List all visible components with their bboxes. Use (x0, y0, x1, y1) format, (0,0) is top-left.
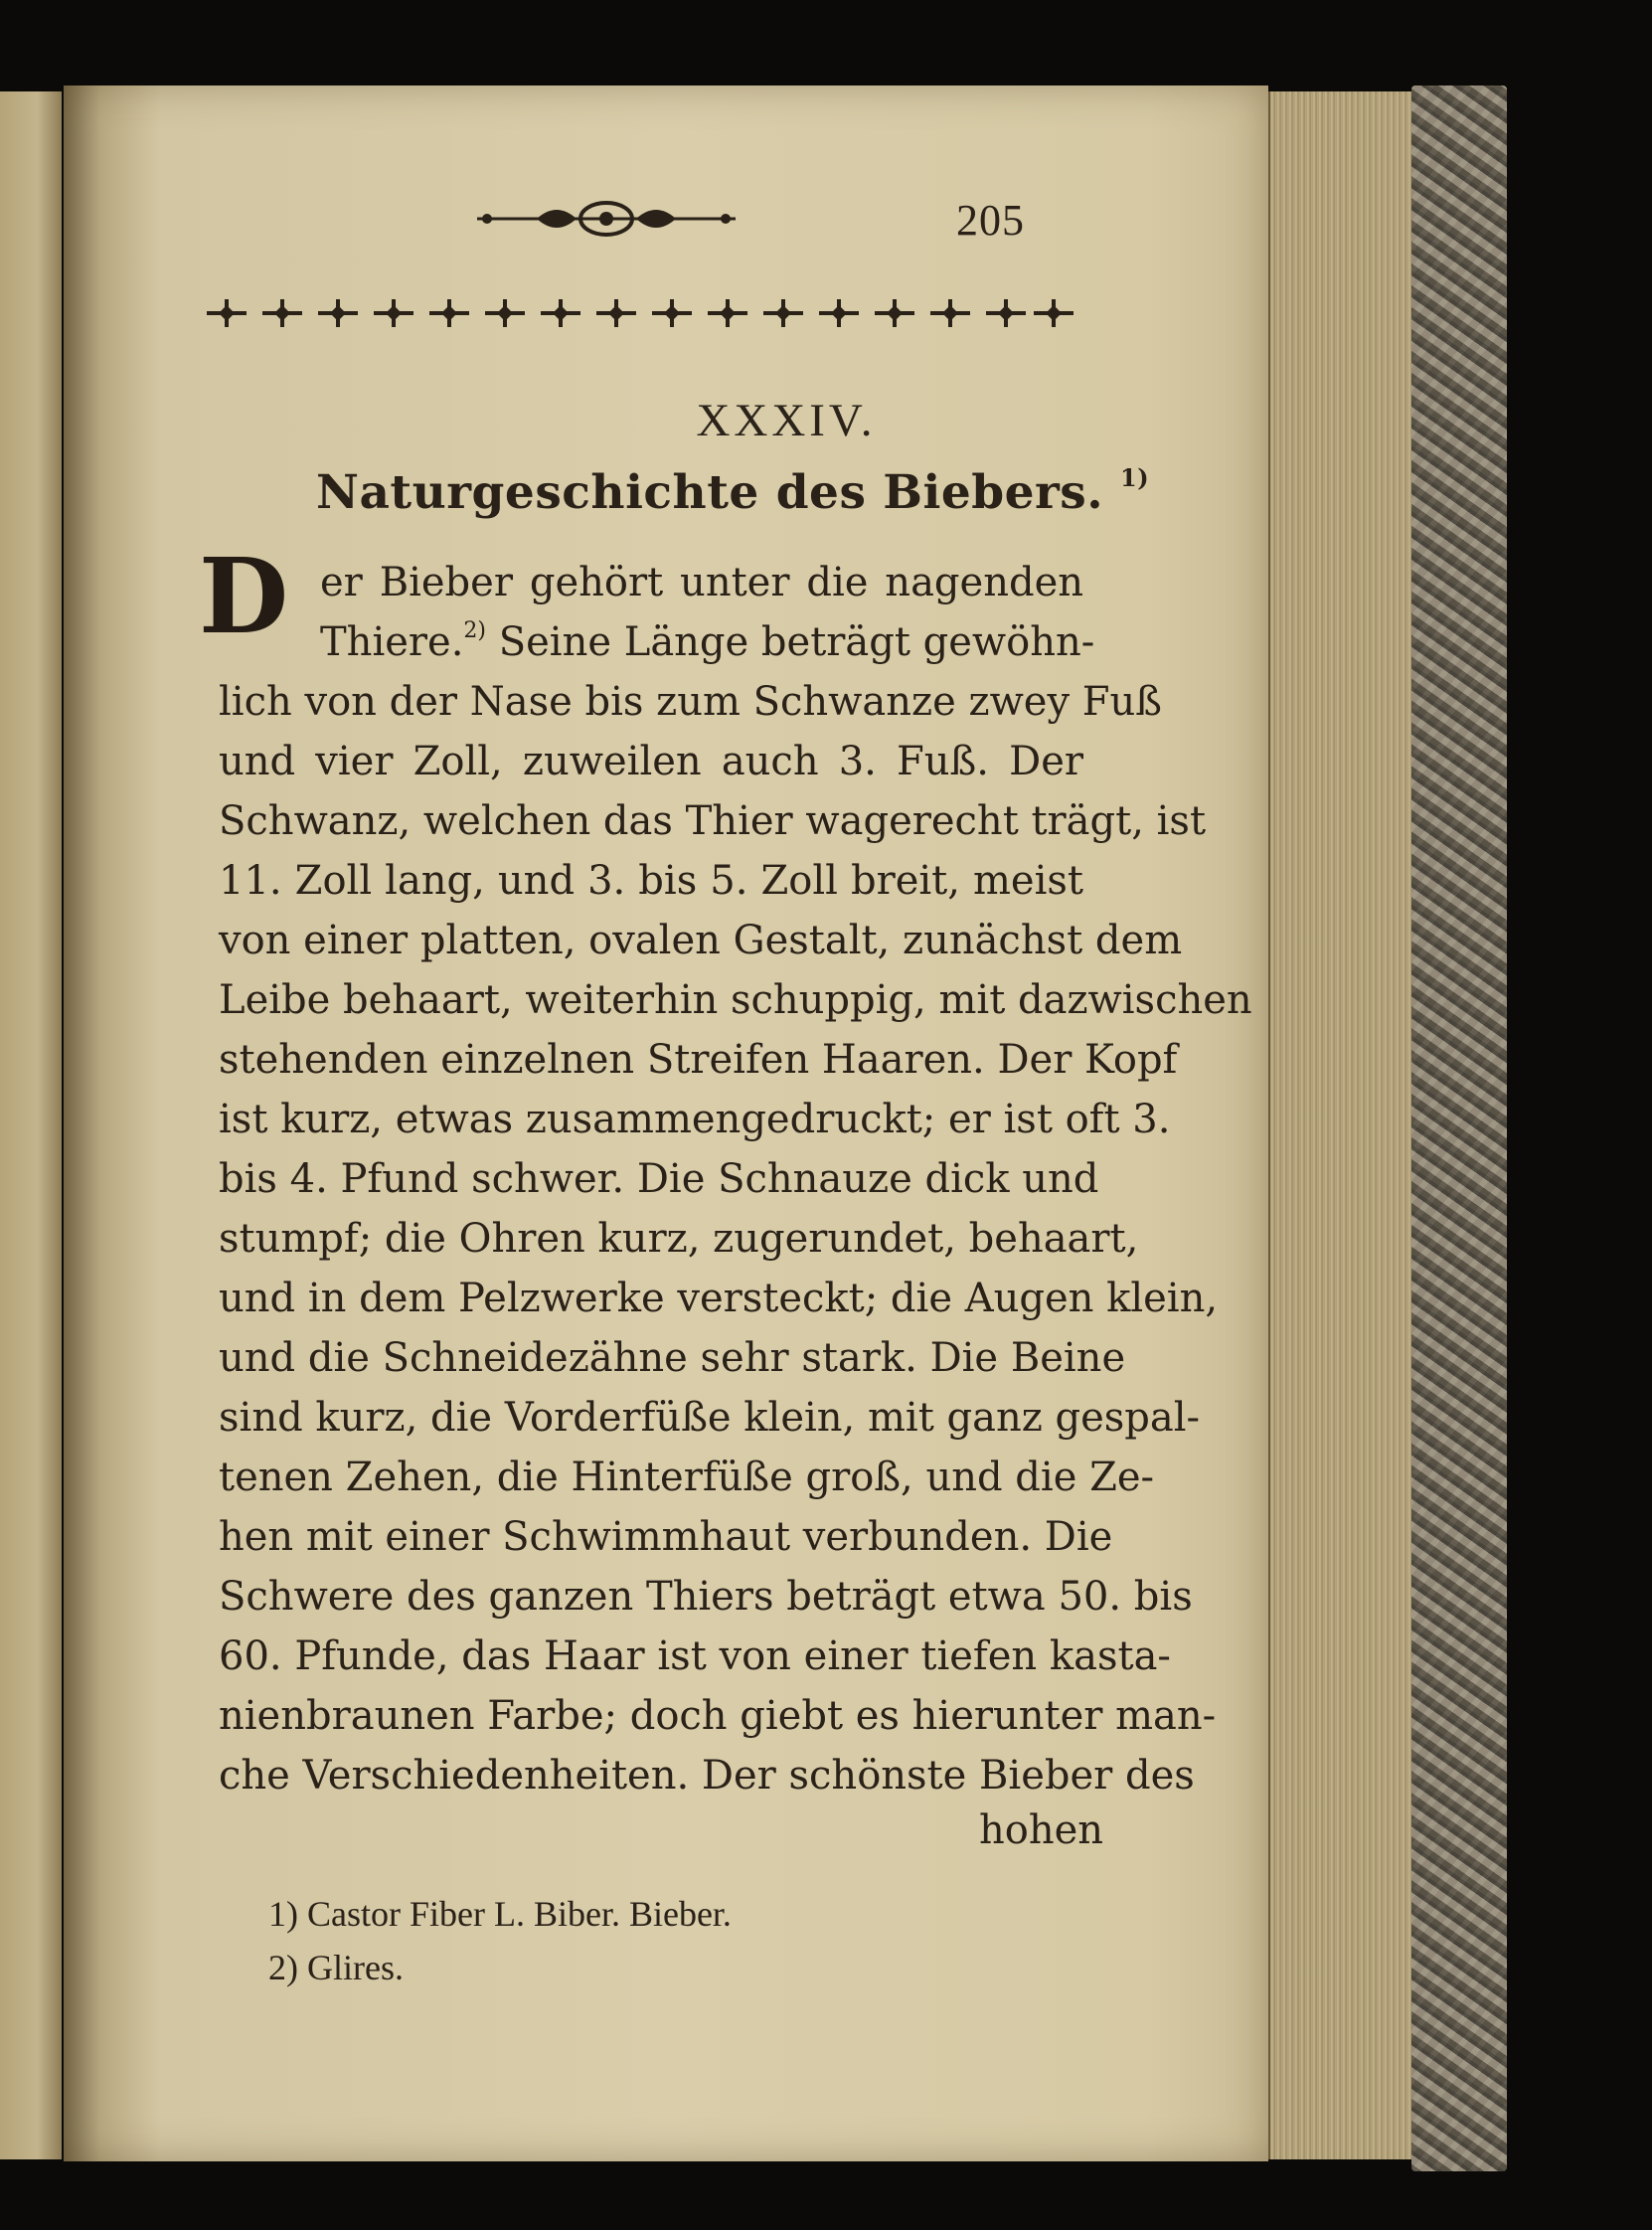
text-line: ist kurz, etwas zusammengedruckt; er ist oft 3. (219, 1097, 1171, 1142)
text-line: 60. Pfunde, das Haar ist von einer tiefen kasta- (219, 1633, 1171, 1679)
chapter-number: XXXIV. (696, 395, 877, 446)
footnote-ref: 2) (463, 618, 487, 643)
drop-cap: D (199, 535, 289, 657)
chapter-title (316, 463, 1149, 520)
text-line: stehenden einzelnen Streifen Haaren. Der Kopf (219, 1037, 1178, 1083)
text-line: lich von der Nase bis zum Schwanze zwey Fuß (219, 679, 1163, 725)
text-line: 11. Zoll lang, und 3. bis 5. Zoll breit, meist (219, 858, 1083, 904)
text-line: von einer platten, ovalen Gestalt, zunächst dem (219, 918, 1183, 963)
text-line: tenen Zehen, die Hinterfüße groß, und die Ze- (219, 1455, 1155, 1500)
ornamental-rule-icon (199, 293, 1074, 333)
text-line: und die Schneidezähne sehr stark. Die Beine (219, 1335, 1126, 1381)
chapter-title-note: 1) (1120, 463, 1150, 492)
header-ornament-icon (467, 197, 745, 241)
text-line: bis 4. Pfund schwer. Die Schnauze dick und (219, 1156, 1099, 1202)
text-line-part: Thiere. (320, 619, 464, 665)
text-line: nienbraunen Farbe; doch giebt es hierunter man- (219, 1693, 1217, 1739)
text-line: er Bieber gehört unter die nagenden (320, 560, 1083, 605)
catchword: hohen (979, 1807, 1104, 1853)
text-line-part: Seine Länge beträgt gewöhn- (498, 619, 1095, 665)
text-line: Leibe behaart, weiterhin schuppig, mit dazwischen (219, 977, 1252, 1023)
text-line: und vier Zoll, zuweilen auch 3. Fuß. Der (219, 739, 1083, 784)
text-line: Schwanz, welchen das Thier wagerecht trägt, ist (219, 798, 1207, 844)
page-number: 205 (956, 196, 1025, 245)
text-line: sind kurz, die Vorderfüße klein, mit ganz gespal- (219, 1395, 1201, 1441)
footnote: 1) Castor Fiber L. Biber. Bieber. (268, 1894, 732, 1934)
text-line: hen mit einer Schwimmhaut verbunden. Die (219, 1514, 1113, 1560)
text-line: Schwere des ganzen Thiers beträgt etwa 50. bis (219, 1574, 1193, 1620)
text-line: stumpf; die Ohren kurz, zugerundet, behaart, (219, 1216, 1139, 1262)
footnote: 2) Glires. (268, 1948, 404, 1987)
chapter-title-text: Naturgeschichte des Biebers. (316, 465, 1104, 520)
text-line (320, 612, 1095, 672)
text-line: und in dem Pelzwerke versteckt; die Augen klein, (219, 1276, 1219, 1321)
text-line: che Verschiedenheiten. Der schönste Bieber des (219, 1753, 1195, 1799)
